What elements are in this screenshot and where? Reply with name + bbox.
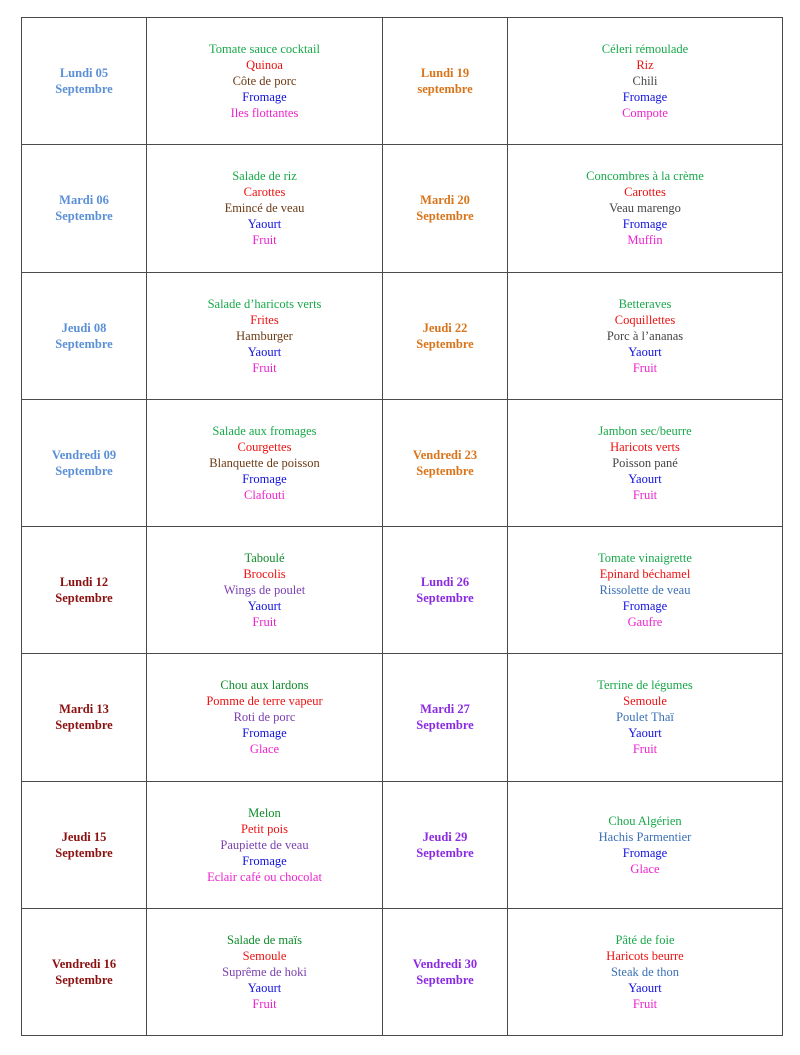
month-label: Septembre bbox=[55, 82, 113, 97]
dish-item: Porc à l’ananas bbox=[606, 328, 684, 343]
day-label: Mardi 06 bbox=[59, 193, 109, 208]
menu-cell bbox=[508, 654, 783, 781]
dish-item: Steak de thon bbox=[610, 964, 680, 979]
dish-item: Taboulé bbox=[244, 551, 285, 566]
month-label: Septembre bbox=[416, 209, 474, 224]
dish-item: Fruit bbox=[252, 615, 277, 630]
dish-item: Poulet Thaï bbox=[616, 710, 674, 725]
dish-item: Fromage bbox=[622, 845, 668, 860]
dish-item: Betteraves bbox=[618, 296, 672, 311]
dish-item: Iles flottantes bbox=[230, 106, 299, 121]
day-cell bbox=[22, 908, 147, 1035]
dish-item: Yaourt bbox=[628, 471, 662, 486]
menu-cell bbox=[508, 18, 783, 145]
day-label: Jeudi 29 bbox=[422, 829, 468, 844]
dish-item: Côte de porc bbox=[232, 74, 297, 89]
menu-cell bbox=[508, 272, 783, 399]
menu-cell bbox=[508, 527, 783, 654]
day-label: Vendredi 09 bbox=[51, 447, 117, 462]
day-cell bbox=[383, 654, 508, 781]
menu-cell bbox=[147, 527, 383, 654]
dish-item: Pomme de terre vapeur bbox=[206, 694, 323, 709]
dish-item: Tomate vinaigrette bbox=[598, 551, 692, 566]
dish-item: Yaourt bbox=[628, 344, 662, 359]
dish-item: Roti de porc bbox=[233, 710, 296, 725]
day-cell bbox=[22, 145, 147, 272]
month-label: Septembre bbox=[55, 972, 113, 987]
menu-cell bbox=[147, 781, 383, 908]
dish-item: Chou aux lardons bbox=[220, 678, 309, 693]
day-label: Lundi 26 bbox=[420, 575, 470, 590]
day-label: Jeudi 22 bbox=[422, 320, 468, 335]
dish-item: Yaourt bbox=[247, 344, 282, 359]
menu-table bbox=[21, 17, 783, 1036]
day-cell bbox=[383, 272, 508, 399]
dish-item: Fromage bbox=[242, 853, 287, 868]
month-label: Septembre bbox=[416, 718, 474, 733]
menu-row bbox=[22, 908, 783, 1035]
dish-item: Hachis Parmentier bbox=[598, 829, 692, 844]
dish-item: Muffin bbox=[627, 233, 663, 248]
day-cell bbox=[22, 527, 147, 654]
dish-item: Céleri rémoulade bbox=[601, 42, 689, 57]
dish-item: Tomate sauce cocktail bbox=[209, 42, 320, 57]
dish-item: Fruit bbox=[252, 996, 277, 1011]
menu-row bbox=[22, 18, 783, 145]
menu-cell bbox=[147, 18, 383, 145]
menu-cell bbox=[147, 272, 383, 399]
dish-item: Salade de riz bbox=[232, 169, 297, 184]
menu-cell bbox=[508, 145, 783, 272]
dish-item: Salade aux fromages bbox=[212, 423, 317, 438]
dish-item: Emincé de veau bbox=[224, 201, 305, 216]
dish-item: Fromage bbox=[242, 471, 287, 486]
menu-cell bbox=[508, 908, 783, 1035]
dish-item: Semoule bbox=[623, 694, 667, 709]
menu-cell bbox=[147, 145, 383, 272]
month-label: Septembre bbox=[55, 336, 113, 351]
month-label: Septembre bbox=[416, 972, 474, 987]
dish-item: Fruit bbox=[252, 233, 277, 248]
dish-item: Petit pois bbox=[241, 821, 288, 836]
menu-row bbox=[22, 781, 783, 908]
menu-row bbox=[22, 654, 783, 781]
dish-item: Brocolis bbox=[243, 567, 286, 582]
dish-item: Carottes bbox=[243, 185, 286, 200]
day-label: Jeudi 15 bbox=[61, 829, 107, 844]
menu-cell bbox=[147, 908, 383, 1035]
day-cell bbox=[383, 18, 508, 145]
dish-item: Yaourt bbox=[247, 217, 282, 232]
month-label: Septembre bbox=[55, 209, 113, 224]
day-cell bbox=[22, 781, 147, 908]
dish-item: Yaourt bbox=[247, 980, 282, 995]
menu-row bbox=[22, 527, 783, 654]
dish-item: Rissolette de veau bbox=[599, 583, 691, 598]
dish-item: Salade d’haricots verts bbox=[207, 296, 322, 311]
day-label: Lundi 05 bbox=[59, 66, 109, 81]
day-cell bbox=[22, 18, 147, 145]
month-label: Septembre bbox=[55, 591, 113, 606]
dish-item: Yaourt bbox=[628, 726, 662, 741]
month-label: Septembre bbox=[416, 591, 474, 606]
day-label: Mardi 27 bbox=[420, 702, 470, 717]
dish-item: Paupiette de veau bbox=[220, 837, 309, 852]
dish-item: Courgettes bbox=[237, 439, 292, 454]
dish-item: Yaourt bbox=[247, 599, 282, 614]
dish-item: Chili bbox=[632, 74, 658, 89]
dish-item: Haricots verts bbox=[610, 439, 680, 454]
dish-item: Terrine de légumes bbox=[597, 678, 693, 693]
dish-item: Clafouti bbox=[244, 487, 285, 502]
month-label: Septembre bbox=[416, 845, 474, 860]
menu-cell bbox=[147, 654, 383, 781]
day-label: Lundi 12 bbox=[59, 575, 109, 590]
dish-item: Fromage bbox=[622, 599, 668, 614]
menu-body bbox=[22, 18, 783, 1036]
month-label: Septembre bbox=[55, 718, 113, 733]
day-cell bbox=[22, 399, 147, 526]
dish-item: Fruit bbox=[632, 360, 658, 375]
month-label: Septembre bbox=[416, 463, 474, 478]
menu-cell bbox=[508, 399, 783, 526]
dish-item: Semoule bbox=[242, 948, 287, 963]
dish-item: Fruit bbox=[632, 996, 658, 1011]
dish-item: Blanquette de poisson bbox=[209, 455, 320, 470]
dish-item: Fromage bbox=[242, 726, 287, 741]
dish-item: Glace bbox=[630, 861, 660, 876]
dish-item: Wings de poulet bbox=[223, 583, 306, 598]
dish-item: Fruit bbox=[632, 742, 658, 757]
dish-item: Fruit bbox=[252, 360, 277, 375]
day-cell bbox=[22, 272, 147, 399]
dish-item: Fromage bbox=[622, 217, 668, 232]
day-label: Vendredi 30 bbox=[412, 956, 478, 971]
dish-item: Fruit bbox=[632, 487, 658, 502]
dish-item: Compote bbox=[622, 106, 668, 121]
menu-cell bbox=[508, 781, 783, 908]
dish-item: Riz bbox=[636, 58, 654, 73]
month-label: Septembre bbox=[55, 463, 113, 478]
dish-item: Eclair café ou chocolat bbox=[207, 869, 322, 884]
month-label: Septembre bbox=[416, 336, 474, 351]
day-cell bbox=[383, 145, 508, 272]
day-label: Jeudi 08 bbox=[61, 320, 107, 335]
dish-item: Gaufre bbox=[627, 615, 663, 630]
dish-item: Hamburger bbox=[236, 328, 293, 343]
menu-row bbox=[22, 399, 783, 526]
dish-item: Veau marengo bbox=[609, 201, 681, 216]
dish-item: Fromage bbox=[242, 90, 287, 105]
month-label: Septembre bbox=[55, 845, 113, 860]
dish-item: Carottes bbox=[624, 185, 666, 200]
day-label: Mardi 20 bbox=[420, 193, 470, 208]
day-label: Mardi 13 bbox=[59, 702, 109, 717]
menu-row bbox=[22, 272, 783, 399]
day-label: Vendredi 23 bbox=[412, 447, 478, 462]
dish-item: Glace bbox=[249, 742, 280, 757]
day-label: Vendredi 16 bbox=[51, 956, 117, 971]
dish-item: Pâté de foie bbox=[615, 932, 675, 947]
day-cell bbox=[383, 527, 508, 654]
dish-item: Haricots beurre bbox=[606, 948, 684, 963]
dish-item: Salade de maïs bbox=[227, 932, 302, 947]
dish-item: Jambon sec/beurre bbox=[598, 423, 692, 438]
month-label: septembre bbox=[417, 82, 473, 97]
day-label: Lundi 19 bbox=[420, 66, 470, 81]
menu-row bbox=[22, 145, 783, 272]
dish-item: Poisson pané bbox=[612, 455, 678, 470]
day-cell bbox=[383, 908, 508, 1035]
dish-item: Epinard béchamel bbox=[599, 567, 691, 582]
day-cell bbox=[383, 399, 508, 526]
dish-item: Fromage bbox=[622, 90, 668, 105]
day-cell bbox=[383, 781, 508, 908]
dish-item: Melon bbox=[248, 805, 281, 820]
dish-item: Yaourt bbox=[628, 980, 662, 995]
dish-item: Suprême de hoki bbox=[222, 964, 307, 979]
dish-item: Coquillettes bbox=[614, 312, 676, 327]
dish-item: Chou Algérien bbox=[608, 813, 682, 828]
dish-item: Frites bbox=[250, 312, 279, 327]
dish-item: Quinoa bbox=[246, 58, 283, 73]
day-cell bbox=[22, 654, 147, 781]
dish-item: Concombres à la crème bbox=[586, 169, 704, 184]
menu-cell bbox=[147, 399, 383, 526]
